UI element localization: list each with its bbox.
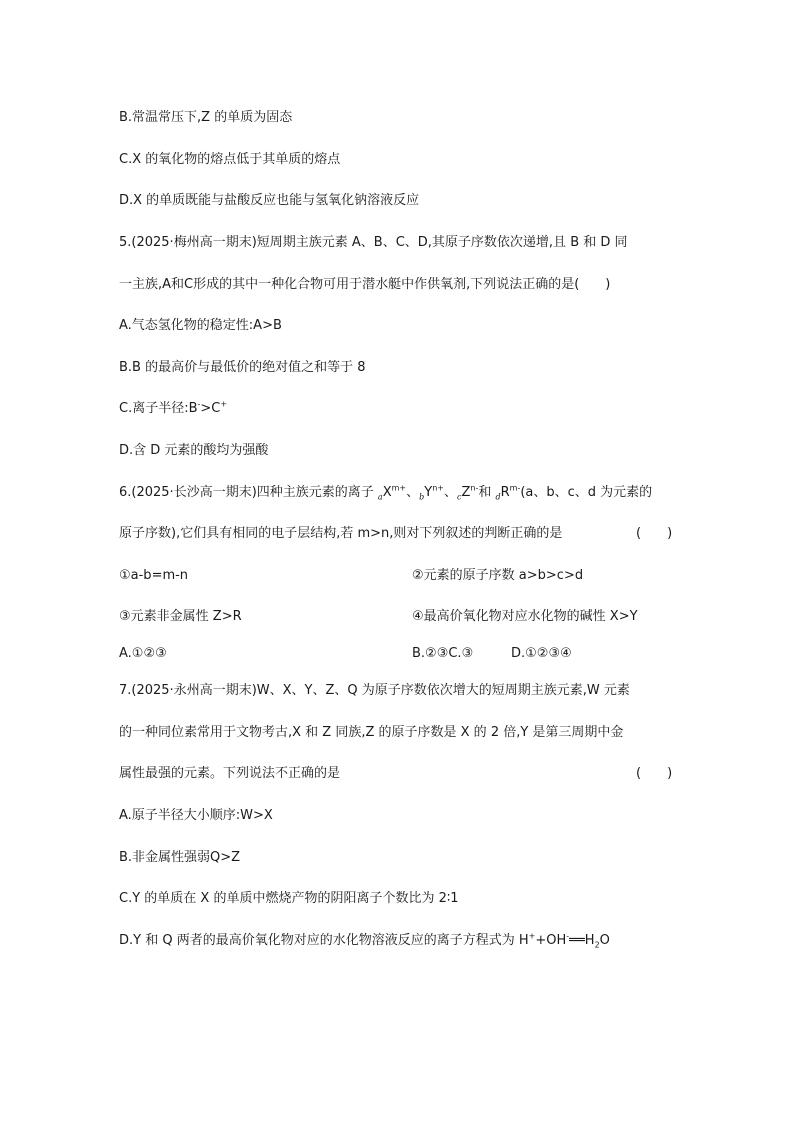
q7-option-c: C.Y 的单质在 X 的单质中燃烧产物的阴阳离子个数比为 2∶1	[119, 891, 459, 906]
q5-stem-line1: 5.(2025·梅州高一期末)短周期主族元素 A、B、C、D,其原子序数依次递增,且 B 和 D 同	[119, 235, 628, 250]
q7-option-d-sup1: +	[528, 931, 536, 941]
q4-option-c: C.X 的氧化物的熔点低于其单质的熔点	[119, 152, 341, 167]
q6-stem-line1: 6.(2025·长沙高一期末)四种主族元素的离子 $_aX^{m+}$、$_bY^{n+}$、$_cZ^{n-}$和 $_dR^{m-}(a$、b、c、d 为元素的	[119, 483, 653, 502]
q7-option-d	[119, 932, 610, 950]
ion4-symbol: R	[500, 485, 510, 500]
ion3-sub: c	[456, 492, 462, 502]
q7-option-d-mid: +OH	[535, 933, 567, 948]
q5-option-c-sup2: +	[220, 399, 228, 409]
q6-stem-suffix: (a、b、c、d 为元素的	[520, 485, 653, 500]
q6-item-2: ②元素的原子序数 a>b>c>d	[412, 568, 584, 583]
ion4-sub: d	[495, 492, 501, 502]
q5-option-c-mid: >C	[200, 401, 221, 416]
q5-option-c-sup1: -	[197, 399, 201, 409]
ion1-symbol: X	[382, 485, 392, 500]
q7-stem-line3: 属性最强的元素。下列说法不正确的是	[119, 766, 341, 781]
q7-stem-line1: 7.(2025·永州高一期末)W、X、Y、Z、Q 为原子序数依次增大的短周期主族元素,W 元素	[119, 683, 630, 698]
ion3-symbol: Z	[461, 485, 471, 500]
ion1-sub: a	[377, 492, 383, 502]
q5-option-d: D.含 D 元素的酸均为强酸	[119, 443, 269, 458]
ion3-sup: n-	[470, 483, 479, 493]
q6-stem-prefix: 6.(2025·长沙高一期末)四种主族元素的离子	[119, 485, 378, 500]
ion2-sup: n+	[432, 483, 444, 493]
q7-option-a: A.原子半径大小顺序:W>X	[119, 808, 273, 823]
q5-option-c-prefix: C.离子半径:B	[119, 401, 198, 416]
q6-item-4: ④最高价氧化物对应水化物的碱性 X>Y	[412, 609, 638, 624]
q6-option-d: D.①②③④	[511, 646, 572, 661]
q6-item-1: ①a-b=m-n	[119, 568, 189, 583]
q6-option-a: A.①②③	[119, 646, 167, 661]
q7-option-d-prefix: D.Y 和 Q 两者的最高价氧化物对应的水化物溶液反应的离子方程式为 H	[119, 933, 529, 948]
q7-stem-line2: 的一种同位素常用于文物考古,X 和 Z 同族,Z 的原子序数是 X 的 2 倍,Y 是第三周期中金	[119, 725, 624, 740]
q7-option-d-sub: 2	[594, 940, 600, 950]
q5-stem-line2: 一主族,A和C形成的其中一种化合物可用于潜水艇中作供氧剂,下列说法正确的是( )	[119, 277, 611, 292]
q7-option-b: B.非金属性强弱Q>Z	[119, 850, 241, 865]
ion4-sup: m-	[509, 483, 521, 493]
q5-option-c	[119, 400, 227, 418]
q5-option-b: B.B 的最高价与最低价的绝对值之和等于 8	[119, 360, 366, 375]
q6-stem-line2: 原子序数),它们具有相同的电子层结构,若 m>n,则对下列叙述的判断正确的是	[119, 526, 563, 541]
ion1-sup: m+	[391, 483, 407, 493]
ion2-sub: b	[419, 492, 425, 502]
q4-option-d: D.X 的单质既能与盐酸反应也能与氢氧化钠溶液反应	[119, 193, 420, 208]
q6-item-3: ③元素非金属性 Z>R	[119, 609, 242, 624]
q4-option-b: B.常温常压下,Z 的单质为固态	[119, 110, 293, 125]
q6-option-bc: B.②③C.③	[412, 646, 474, 661]
q7-option-d-sup2: -	[566, 931, 570, 941]
q7-option-d-eq: ══H	[569, 933, 595, 948]
q5-option-a: A.气态氢化物的稳定性:A>B	[119, 318, 282, 333]
q7-option-d-end: O	[599, 933, 610, 948]
q6-answer-paren: ( )	[636, 526, 673, 541]
ion2-symbol: Y	[424, 485, 433, 500]
q7-answer-paren: ( )	[636, 766, 673, 781]
